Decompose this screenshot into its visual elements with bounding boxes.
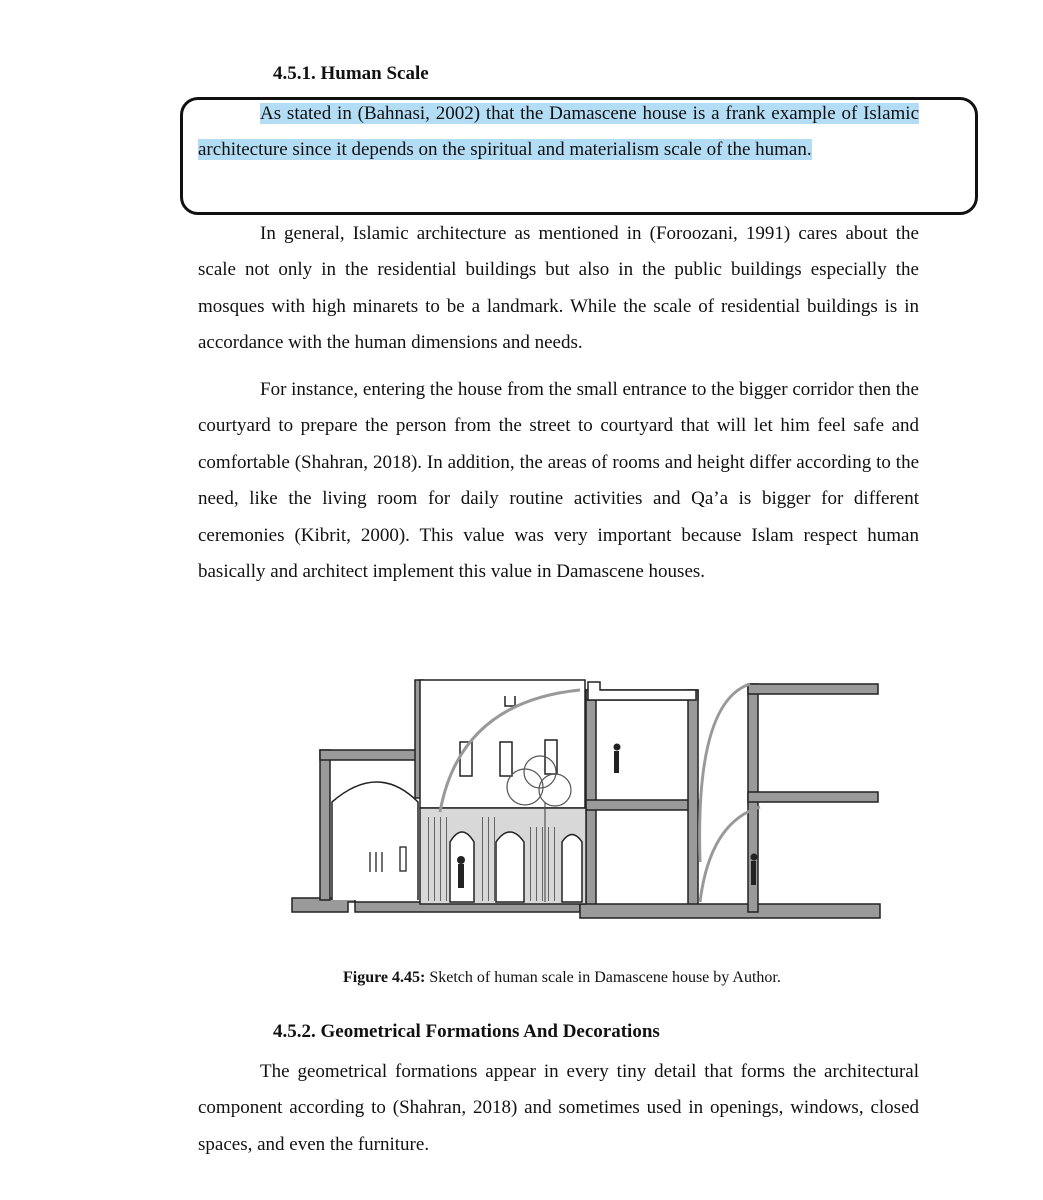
paragraph-geometrical-formations: The geometrical formations appear in every tiny detail that forms the architectural component according to (Shahran, 2018) and sometimes used in openings, windows, closed spaces, and even the furniture. xyxy=(198,1061,919,1155)
figure-caption xyxy=(343,969,781,987)
section-heading-human-scale: 4.5.1. Human Scale xyxy=(273,63,429,84)
highlighted-paragraph[interactable] xyxy=(198,96,919,169)
section-heading-geometrical-formations: 4.5.2. Geometrical Formations And Decorations xyxy=(273,1021,660,1042)
figure-label: Figure 4.45: xyxy=(343,969,426,986)
human-scale-sketch-figure xyxy=(290,662,890,937)
figure-caption-text: Sketch of human scale in Damascene house by Author. xyxy=(429,969,781,986)
text-selection-highlight: As stated in (Bahnasi, 2002) that the Damascene house is a frank example of Islamic architecture since it depends on the spiritual and materialism scale of the human. xyxy=(198,103,919,161)
paragraph-scale-example: For instance, entering the house from the small entrance to the bigger corridor then the courtyard to prepare the person from the street to courtyard that will let him feel safe and comfortable (Shahran, 2018). In addition, the areas of rooms and height differ according to the need, like the living room for daily routine activities and Qa’a is bigger for different ceremonies (Kibrit, 2000). This value was very important because Islam respect human basically and architect implement this value in Damascene houses. xyxy=(198,379,919,583)
paragraph-scale-general: In general, Islamic architecture as mentioned in (Foroozani, 1991) cares about the scale not only in the residential buildings but also in the public buildings especially the mosques with high minarets to be a landmark. While the scale of residential buildings is in accordance with the human dimensions and needs. xyxy=(198,223,919,354)
